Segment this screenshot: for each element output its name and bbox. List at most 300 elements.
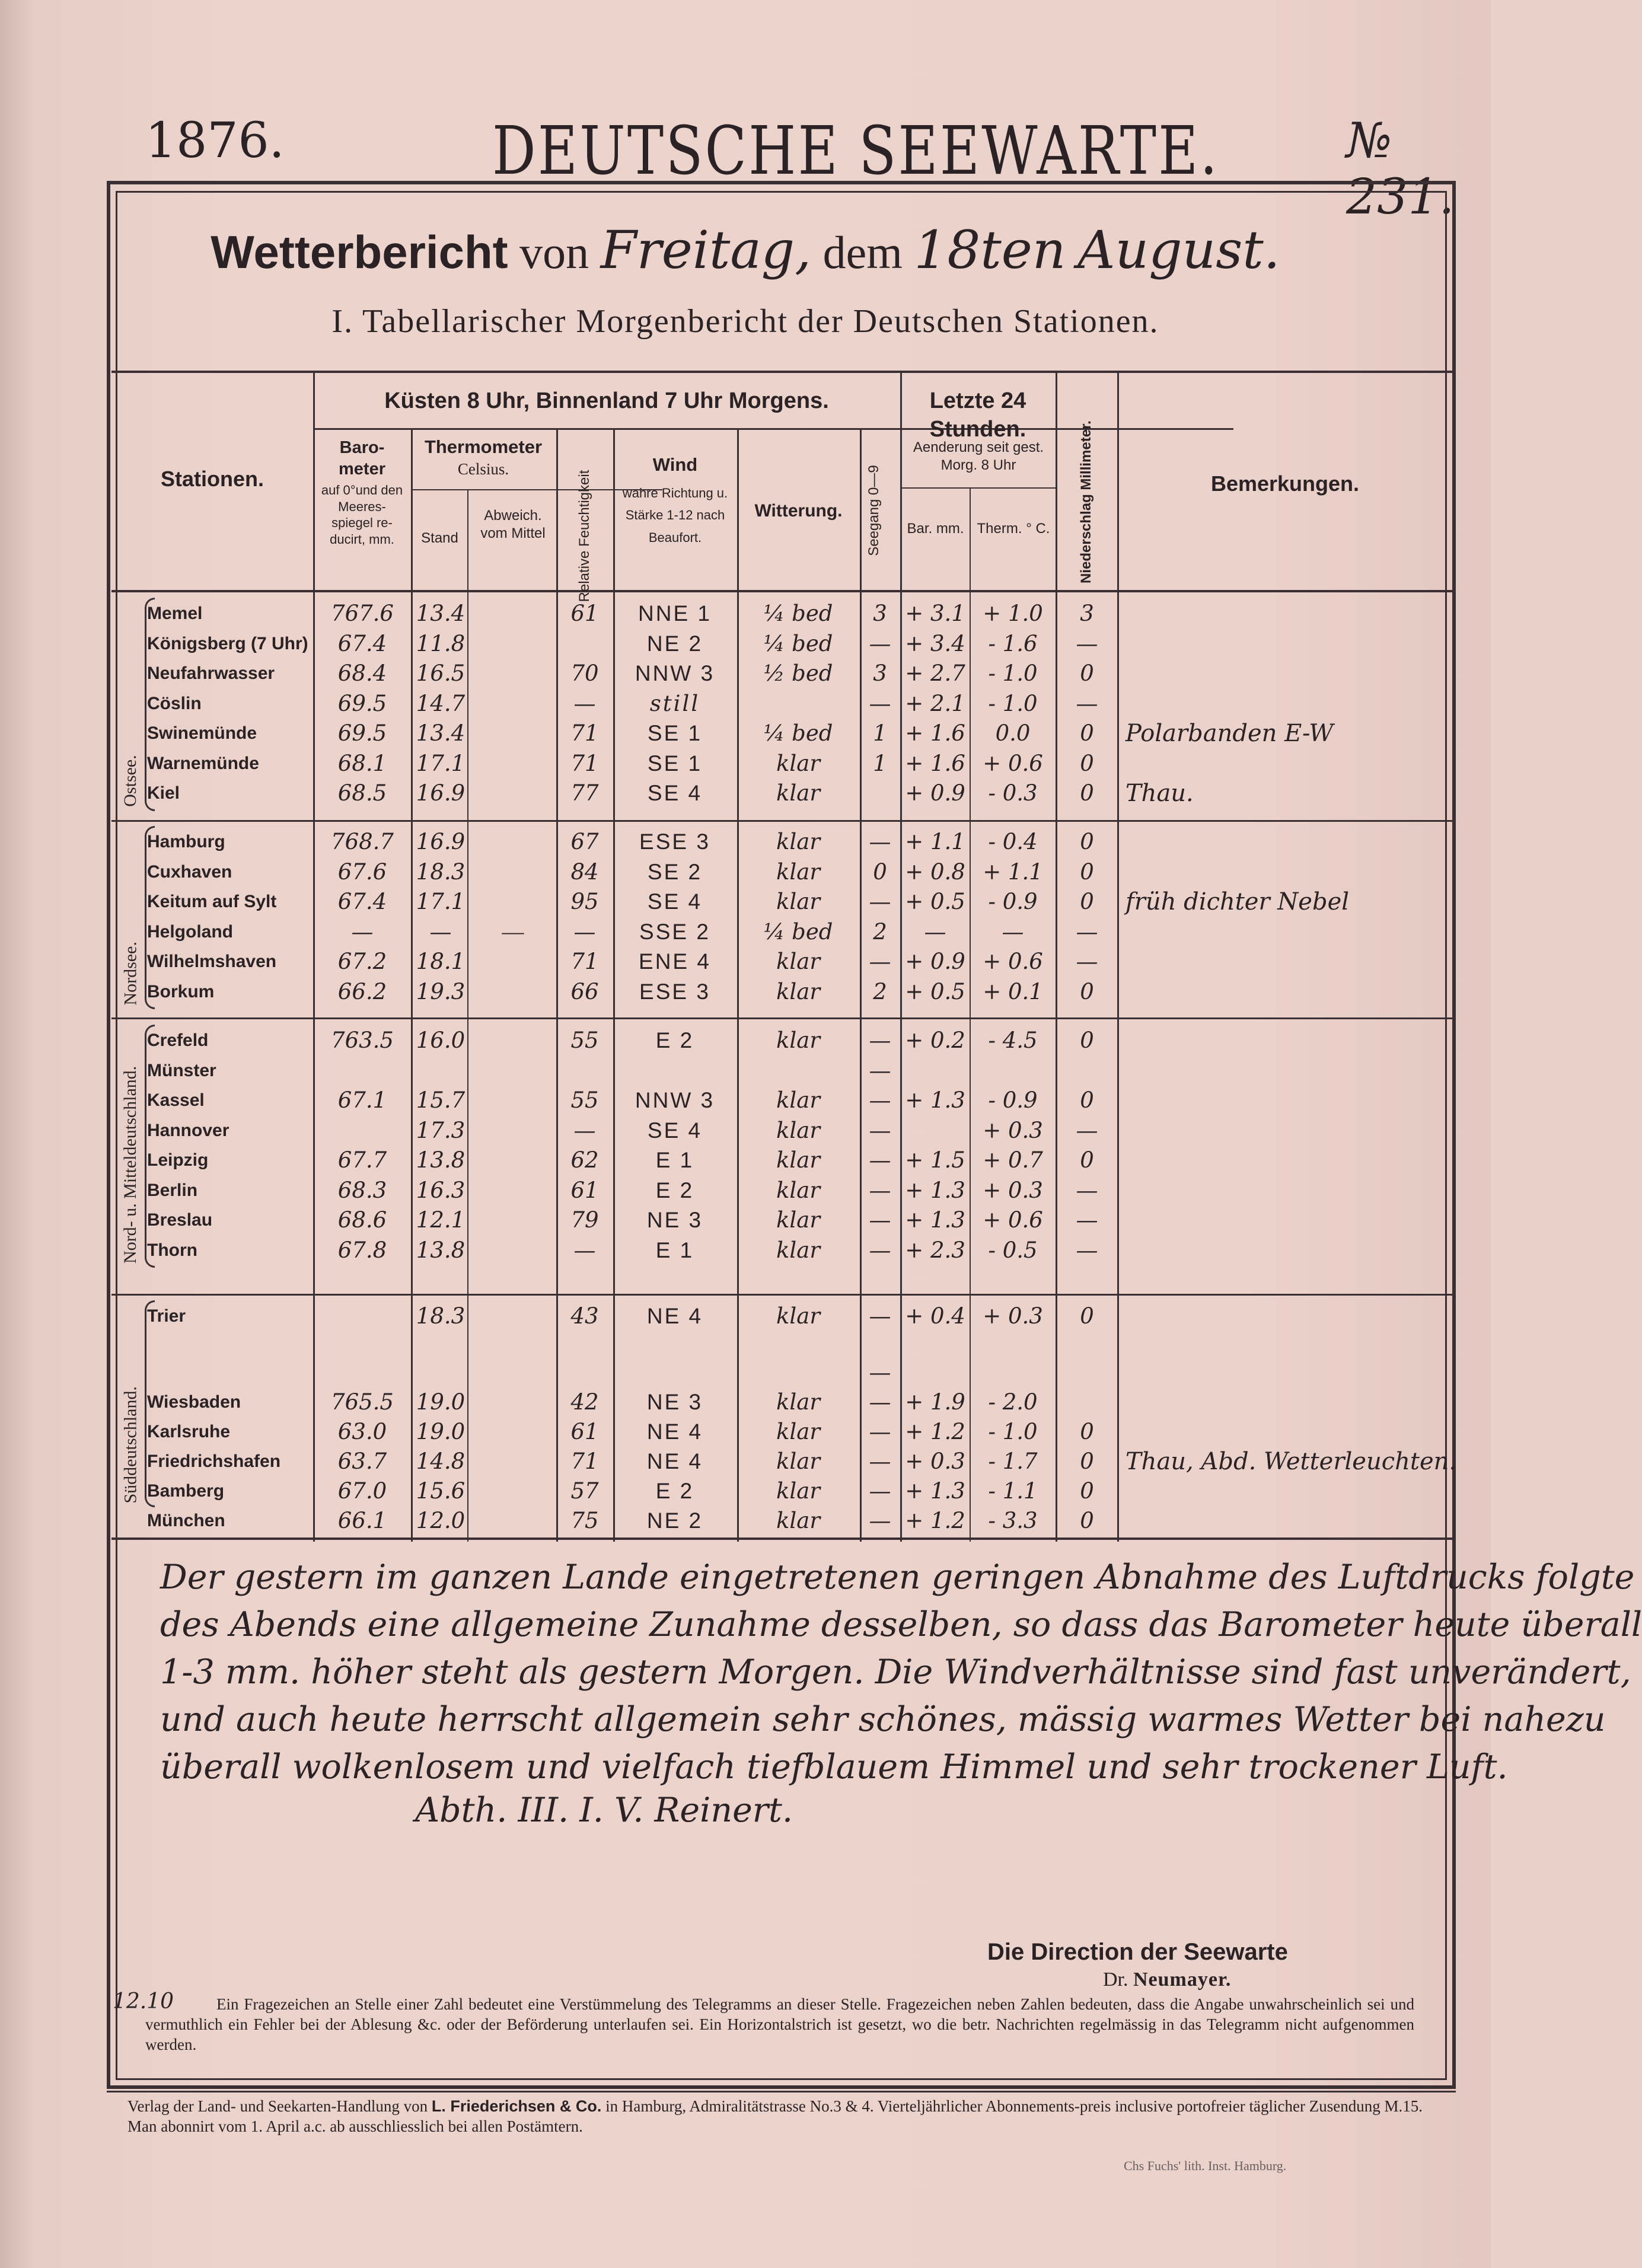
cell-wind: ENE 4	[639, 949, 711, 974]
cell-dbar: + 1.6	[905, 750, 965, 776]
cell-precip: —	[1076, 690, 1098, 716]
cell-wind: NE 4	[646, 1304, 703, 1328]
cell-weather: klar	[776, 859, 820, 885]
table-row	[111, 599, 1453, 629]
cell-dtemp: - 4.5	[988, 1028, 1038, 1053]
cell-weather: klar	[776, 1419, 820, 1444]
table-row	[111, 1236, 1453, 1265]
cell-dtemp: —	[1002, 918, 1024, 945]
table-row	[111, 689, 1453, 719]
cell-temp: 14.8	[416, 1449, 466, 1474]
narrative-line: überall wolkenlosem und vielfach tiefblauem Himmel und sehr trockener Luft.	[160, 1747, 1508, 1787]
cell-hum: 57	[570, 1478, 599, 1504]
cell-weather: klar	[776, 829, 820, 854]
cell-dtemp: + 0.7	[983, 1147, 1043, 1173]
report-title-von: von	[519, 227, 589, 278]
col-abweichung: Abweich. vom Mittel	[480, 508, 546, 541]
cell-dev	[470, 857, 556, 887]
table-row	[111, 1205, 1453, 1235]
cell-precip: 0	[1080, 859, 1094, 885]
cell-wind: NE 2	[646, 1508, 703, 1533]
table-row	[111, 857, 1453, 887]
region-label: Nordsee.	[120, 941, 140, 1005]
col-thermometer-unit: Celsius.	[457, 460, 509, 478]
cell-sea: 1	[873, 720, 887, 746]
station-name: Crefeld	[147, 1031, 209, 1050]
issue-number: № 231.	[1346, 113, 1455, 225]
cell-wind: still	[649, 690, 700, 716]
cell-weather: klar	[776, 1478, 820, 1504]
cell-dev	[470, 779, 556, 808]
table-row	[111, 659, 1453, 688]
cell-wind: NE 4	[646, 1449, 703, 1473]
cell-weather: klar	[776, 978, 820, 1004]
cell-hum: —	[573, 918, 596, 945]
table-row	[111, 629, 1453, 659]
cell-wind: E 2	[655, 1479, 694, 1503]
cell-sea: —	[869, 1303, 891, 1329]
signature: Abth. III. I. V. Reinert.	[415, 1791, 793, 1830]
cell-baro	[318, 1358, 407, 1387]
station-name	[147, 1358, 307, 1387]
cell-sea: 1	[873, 750, 887, 776]
table-row	[111, 1417, 1453, 1447]
table-row	[111, 1476, 1453, 1506]
cell-wind: SE 4	[647, 1118, 703, 1143]
cell-dev	[470, 1417, 556, 1447]
station-name: Swinemünde	[147, 723, 257, 743]
cell-wind: NE 3	[646, 1390, 703, 1414]
cell-dev	[470, 659, 556, 688]
station-name: Neufahrwasser	[147, 664, 275, 683]
station-name: Königsberg (7 Uhr)	[147, 633, 308, 653]
station-name: Bamberg	[147, 1481, 225, 1501]
cell-hum: 55	[570, 1028, 599, 1053]
cell-dev	[470, 1476, 556, 1506]
cell-sea: 2	[873, 978, 887, 1004]
narrative-line: 1-3 mm. höher steht als gestern Morgen. Die Windverhältnisse sind fast unverändert,	[160, 1653, 1631, 1692]
cell-dtemp: + 0.6	[983, 949, 1043, 974]
cell-precip	[1057, 1056, 1117, 1086]
cell-dtemp: + 0.1	[983, 978, 1043, 1004]
cell-dbar: + 1.2	[905, 1508, 965, 1533]
report-month: August.	[1077, 219, 1280, 280]
cell-precip: —	[1076, 949, 1098, 974]
table-bottom-line	[111, 1537, 1453, 1540]
cell-dev	[470, 689, 556, 719]
report-day: 18ten	[914, 219, 1066, 280]
cell-dtemp: - 1.0	[988, 661, 1038, 686]
publisher-note	[127, 2096, 1444, 2136]
cell-precip: 0	[1080, 1419, 1094, 1444]
cell-sea: —	[869, 1389, 891, 1415]
cell-wind: E 1	[655, 1148, 694, 1172]
cell-precip: 0	[1080, 978, 1094, 1004]
remark: Polarbanden E-W	[1126, 720, 1334, 747]
cell-baro: 63.0	[337, 1419, 387, 1444]
cell-dev	[470, 599, 556, 629]
cell-weather: klar	[776, 889, 820, 914]
cell-sea: —	[869, 1360, 891, 1385]
cell-wind: ESE 3	[639, 979, 710, 1004]
cell-dbar: + 1.3	[905, 1478, 965, 1504]
cell-baro: 69.5	[337, 720, 387, 746]
cell-dbar: + 2.7	[905, 661, 965, 686]
cell-precip: 0	[1080, 720, 1094, 746]
cell-dev	[470, 1236, 556, 1265]
cell-weather: klar	[776, 949, 820, 974]
station-name: Memel	[147, 604, 203, 623]
cell-temp: 18.1	[416, 949, 466, 974]
cell-sea: —	[869, 1237, 891, 1263]
cell-hum: 61	[570, 1177, 599, 1203]
report-title	[0, 219, 1491, 280]
cell-dbar: + 2.3	[905, 1237, 965, 1263]
station-name: Friedrichshafen	[147, 1452, 281, 1471]
cell-weather: klar	[776, 1303, 820, 1329]
cell-dtemp: + 0.6	[983, 750, 1043, 776]
cell-dev	[470, 1086, 556, 1115]
station-name: Thorn	[147, 1240, 197, 1260]
cell-baro: 68.6	[337, 1207, 387, 1233]
director	[1103, 1969, 1231, 1991]
cell-sea: —	[869, 1478, 891, 1504]
footnote: Ein Fragezeichen an Stelle einer Zahl bedeutet eine Verstümmelung des Telegramms an dieser Stelle. Fragezeichen neben Zahlen bedeuten, dass die Angabe unwahrscheinlich sei und vermuthlich ein Fehler bei der Ablesung &c. oder der Beförderung unterlaufen sei. Ein Horizontalstrich ist gesetzt, wo die betr. Nachrichten regelmässig in das Telegramm nicht aufgenommen werden.	[145, 1995, 1414, 2053]
cell-weather: klar	[776, 750, 820, 776]
cell-sea: 3	[873, 601, 887, 626]
col-group-last24: Letzte 24 Stunden.	[929, 388, 1026, 442]
table-row	[111, 977, 1453, 1007]
cell-temp: 13.8	[416, 1237, 466, 1263]
cell-baro: 67.0	[337, 1478, 387, 1504]
col-wind-sub: wahre Richtung u. Stärke 1-12 nach Beaufort.	[622, 486, 728, 545]
cell-weather: ¼ bed	[763, 720, 833, 746]
masthead-year: 1876.	[145, 113, 285, 169]
report-title-prefix: Wetterbericht	[211, 226, 508, 278]
cell-dev	[470, 887, 556, 917]
cell-weather: ½ bed	[763, 661, 833, 686]
cell-dbar: + 3.4	[905, 630, 965, 656]
director-title: Dr.	[1103, 1969, 1128, 1991]
cell-baro	[318, 1056, 407, 1086]
cell-weather	[739, 689, 857, 719]
cell-wind: NE 3	[646, 1208, 703, 1232]
table-row	[111, 1056, 1453, 1086]
station-name: Hamburg	[147, 832, 225, 851]
cell-dtemp: - 0.3	[988, 780, 1038, 806]
region-label: Nord- u. Mitteldeutschland.	[120, 1066, 140, 1264]
cell-sea	[862, 779, 898, 808]
station-name: München	[147, 1511, 225, 1530]
cell-baro: 68.4	[337, 661, 387, 686]
cell-wind: NNE 1	[638, 601, 712, 626]
cell-weather: klar	[776, 1028, 820, 1053]
cell-dev	[470, 947, 556, 977]
cell-dtemp: + 0.6	[983, 1207, 1043, 1233]
cell-hum	[558, 629, 611, 659]
cell-dbar: + 0.9	[905, 780, 965, 806]
cell-precip: —	[1076, 1207, 1098, 1233]
cell-temp: 19.0	[416, 1419, 466, 1444]
cell-dtemp: - 1.7	[988, 1449, 1038, 1474]
station-name: Helgoland	[147, 921, 234, 942]
cell-hum: 75	[570, 1508, 599, 1533]
remark: früh dichter Nebel	[1126, 888, 1350, 916]
cell-hum: 70	[570, 661, 599, 686]
cell-sea: —	[869, 889, 891, 914]
cell-baro: 767.6	[331, 601, 394, 626]
cell-hum: 79	[570, 1207, 599, 1233]
cell-dtemp: - 2.0	[988, 1389, 1038, 1415]
cell-temp: 16.5	[416, 661, 466, 686]
station-name: Karlsruhe	[147, 1422, 231, 1441]
cell-precip: 0	[1080, 780, 1094, 806]
cell-wind: SE 4	[647, 781, 703, 805]
cell-temp: 13.4	[416, 601, 466, 626]
remark: Thau.	[1126, 780, 1194, 807]
cell-dtemp: - 0.9	[988, 1087, 1038, 1113]
col-stand: Stand	[421, 530, 458, 546]
region-separator	[111, 1017, 1453, 1019]
cell-sea: —	[869, 1419, 891, 1444]
cell-temp	[414, 1056, 467, 1086]
weather-narrative	[160, 1554, 1642, 1791]
cell-hum	[558, 1358, 611, 1387]
table-row	[111, 917, 1453, 947]
cell-hum: 67	[570, 829, 599, 854]
cell-temp: 19.0	[416, 1389, 466, 1415]
table-row	[111, 1506, 1453, 1536]
cell-hum: 71	[570, 750, 599, 776]
cell-temp: 16.0	[416, 1028, 466, 1053]
cell-dtemp: - 3.3	[988, 1508, 1038, 1533]
cell-dtemp: - 1.0	[988, 1419, 1038, 1444]
cell-dbar: + 1.3	[905, 1207, 965, 1233]
region-label: Ostsee.	[120, 755, 140, 807]
cell-precip: 0	[1080, 1147, 1094, 1173]
station-name: Berlin	[147, 1180, 198, 1200]
cell-precip: 3	[1080, 601, 1094, 626]
cell-baro: 67.8	[337, 1237, 387, 1263]
publisher-pre: Verlag der Land- und Seekarten-Handlung von	[127, 2097, 428, 2115]
cell-temp: 17.1	[416, 889, 466, 914]
cell-sea: —	[869, 829, 891, 854]
station-name: Borkum	[147, 981, 215, 1001]
station-name: Hannover	[147, 1120, 229, 1140]
cell-sea: —	[869, 1087, 891, 1113]
cell-wind: NNW 3	[635, 1088, 715, 1112]
cell-dbar: + 1.2	[905, 1419, 965, 1444]
cell-baro: 67.4	[337, 889, 387, 914]
cell-temp: 11.8	[416, 630, 466, 656]
col-niederschlag: Niederschlag Millimeter.	[1078, 420, 1094, 583]
cell-hum: 61	[570, 601, 599, 626]
table-row	[111, 1116, 1453, 1146]
cell-weather	[739, 1358, 857, 1387]
station-name: Kiel	[147, 783, 180, 803]
station-name: Warnemünde	[147, 753, 259, 773]
cell-dtemp: 0.0	[995, 720, 1031, 746]
remark: Thau, Abd. Wetterleuchten.	[1126, 1448, 1457, 1475]
cell-dbar: —	[924, 918, 946, 945]
publisher-firm: L. Friederichsen & Co.	[431, 2097, 602, 2115]
cell-weather: klar	[776, 780, 820, 806]
cell-precip: 0	[1080, 829, 1094, 854]
cell-precip: 0	[1080, 1087, 1094, 1113]
cell-hum: 77	[570, 780, 599, 806]
cell-precip	[1057, 1358, 1117, 1387]
cell-sea: —	[869, 1207, 891, 1233]
cell-precip: —	[1076, 630, 1098, 656]
cell-dev	[470, 749, 556, 779]
cell-temp: 16.9	[416, 780, 466, 806]
table-row	[111, 779, 1453, 808]
report-weekday: Freitag,	[600, 219, 812, 280]
cell-temp: 15.7	[416, 1087, 466, 1113]
cell-hum: 61	[570, 1419, 599, 1444]
cell-dev	[470, 1146, 556, 1175]
cell-hum: 66	[570, 978, 599, 1004]
cell-dtemp: + 1.1	[983, 859, 1043, 885]
cell-wind: SE 4	[647, 889, 703, 914]
cell-dev	[470, 1116, 556, 1146]
cell-dev	[470, 1506, 556, 1536]
table-row	[111, 1387, 1453, 1417]
table-row	[111, 749, 1453, 779]
cell-wind: NE 4	[646, 1420, 703, 1444]
cell-precip: 0	[1080, 661, 1094, 686]
cell-dbar: + 0.2	[905, 1028, 965, 1053]
cell-temp: 19.3	[416, 978, 466, 1004]
cell-wind: SSE 2	[639, 919, 710, 944]
cell-wind: SE 1	[647, 721, 703, 745]
cell-sea: —	[869, 1177, 891, 1203]
cell-precip: 0	[1080, 750, 1094, 776]
cell-sea: —	[869, 630, 891, 656]
station-name: Keitum auf Sylt	[147, 892, 277, 911]
masthead-title: DEUTSCHE SEEWARTE.	[492, 113, 1220, 190]
cell-dbar	[902, 1358, 968, 1387]
cell-baro: 763.5	[331, 1028, 394, 1053]
cell-dtemp	[971, 1056, 1054, 1086]
cell-dev	[470, 827, 556, 857]
cell-baro: 66.2	[337, 978, 387, 1004]
cell-hum: 55	[570, 1087, 599, 1113]
cell-precip: —	[1076, 1177, 1098, 1203]
cell-wind	[616, 1056, 734, 1086]
narrative-line: und auch heute herrscht allgemein sehr schönes, mässig warmes Wetter bei nahezu	[160, 1700, 1606, 1739]
cell-wind: ESE 3	[639, 830, 710, 854]
cell-dtemp: + 0.3	[983, 1177, 1043, 1203]
cell-dbar: + 2.1	[905, 690, 965, 716]
cell-dbar: + 0.9	[905, 949, 965, 974]
cell-baro: 66.1	[337, 1508, 387, 1533]
cell-baro: 68.1	[337, 750, 387, 776]
publisher-post: in Hamburg, Admiralitätstrasse No.3 & 4. Vierteljährlicher Abonnements-preis inclusive portofreier täglicher Zusendung M.15. Man abonnirt vom 1. April a.c. ab ausschliesslich bei allen Postämtern.	[127, 2097, 1423, 2135]
cell-wind: E 2	[655, 1178, 694, 1202]
cell-baro	[318, 1116, 407, 1146]
cell-hum: 84	[570, 859, 599, 885]
cell-dbar: + 0.3	[905, 1449, 965, 1474]
cell-weather: klar	[776, 1177, 820, 1203]
col-group-morning: Küsten 8 Uhr, Binnenland 7 Uhr Morgens.	[384, 388, 829, 413]
cell-weather: klar	[776, 1389, 820, 1415]
cell-dtemp: - 0.9	[988, 889, 1038, 914]
narrative-line: des Abends eine allgemeine Zunahme desselben, so dass das Barometer heute überall	[160, 1605, 1642, 1644]
cell-temp	[414, 1358, 467, 1387]
cell-temp: 17.3	[416, 1117, 466, 1143]
cell-dtemp: + 0.3	[983, 1117, 1043, 1143]
cell-temp: 12.0	[416, 1508, 466, 1533]
col-witterung: Witterung.	[754, 501, 843, 521]
station-name: Trier	[147, 1306, 186, 1326]
cell-dev	[470, 1358, 556, 1387]
cell-baro: —	[351, 918, 374, 945]
table-row	[111, 1302, 1453, 1331]
table-row	[111, 1146, 1453, 1175]
table-row	[111, 1026, 1453, 1055]
cell-dbar	[902, 1116, 968, 1146]
cell-dbar: + 1.3	[905, 1087, 965, 1113]
col-barometer-sub: auf 0°und den Meeres- spiegel re- ducirt, mm.	[321, 483, 403, 547]
cell-baro: 67.1	[337, 1087, 387, 1113]
cell-weather: klar	[776, 1117, 820, 1143]
cell-baro: 768.7	[331, 829, 394, 854]
cell-hum: —	[573, 690, 596, 716]
cell-hum: 95	[570, 889, 599, 914]
cell-baro	[318, 1302, 407, 1331]
cell-sea: 2	[873, 918, 887, 945]
table-row	[111, 827, 1453, 857]
report-subtitle: I. Tabellarischer Morgenbericht der Deutschen Stationen.	[331, 303, 1159, 340]
cell-dev: —	[502, 919, 524, 944]
cell-wind: NNW 3	[635, 661, 715, 685]
cell-hum: —	[573, 1117, 596, 1143]
narrative-line: Der gestern im ganzen Lande eingetretenen geringen Abnahme des Luftdrucks folgte	[160, 1558, 1635, 1597]
cell-weather: klar	[776, 1449, 820, 1474]
col-barometer: Baro- meter	[339, 438, 385, 479]
cell-dtemp: + 0.3	[983, 1303, 1043, 1329]
cell-hum: —	[573, 1237, 596, 1263]
cell-baro: 69.5	[337, 690, 387, 716]
col-thermometer: Thermometer	[424, 436, 543, 457]
cell-temp: 17.1	[416, 750, 466, 776]
cell-precip: 0	[1080, 1028, 1094, 1053]
cell-temp: —	[429, 918, 452, 945]
cell-wind: SE 1	[647, 751, 703, 776]
cell-temp: 18.3	[416, 1303, 466, 1329]
cell-dtemp: - 1.1	[988, 1478, 1038, 1504]
cell-wind: E 2	[655, 1028, 694, 1052]
cell-weather: klar	[776, 1508, 820, 1533]
cell-dev	[470, 719, 556, 748]
cell-dbar: + 1.5	[905, 1147, 965, 1173]
station-name: Wiesbaden	[147, 1392, 241, 1412]
report-title-dem: dem	[822, 227, 903, 278]
cell-baro: 67.2	[337, 949, 387, 974]
cell-dbar: + 0.5	[905, 978, 965, 1004]
cell-baro: 63.7	[337, 1449, 387, 1474]
cell-sea: —	[869, 690, 891, 716]
cell-temp: 14.7	[416, 690, 466, 716]
cell-temp: 18.3	[416, 859, 466, 885]
cell-baro: 67.4	[337, 630, 387, 656]
station-name: Cuxhaven	[147, 862, 232, 882]
cell-weather: ¼ bed	[763, 630, 833, 656]
cell-hum: 71	[570, 720, 599, 746]
cell-dev	[470, 1056, 556, 1086]
cell-dev	[470, 1176, 556, 1205]
